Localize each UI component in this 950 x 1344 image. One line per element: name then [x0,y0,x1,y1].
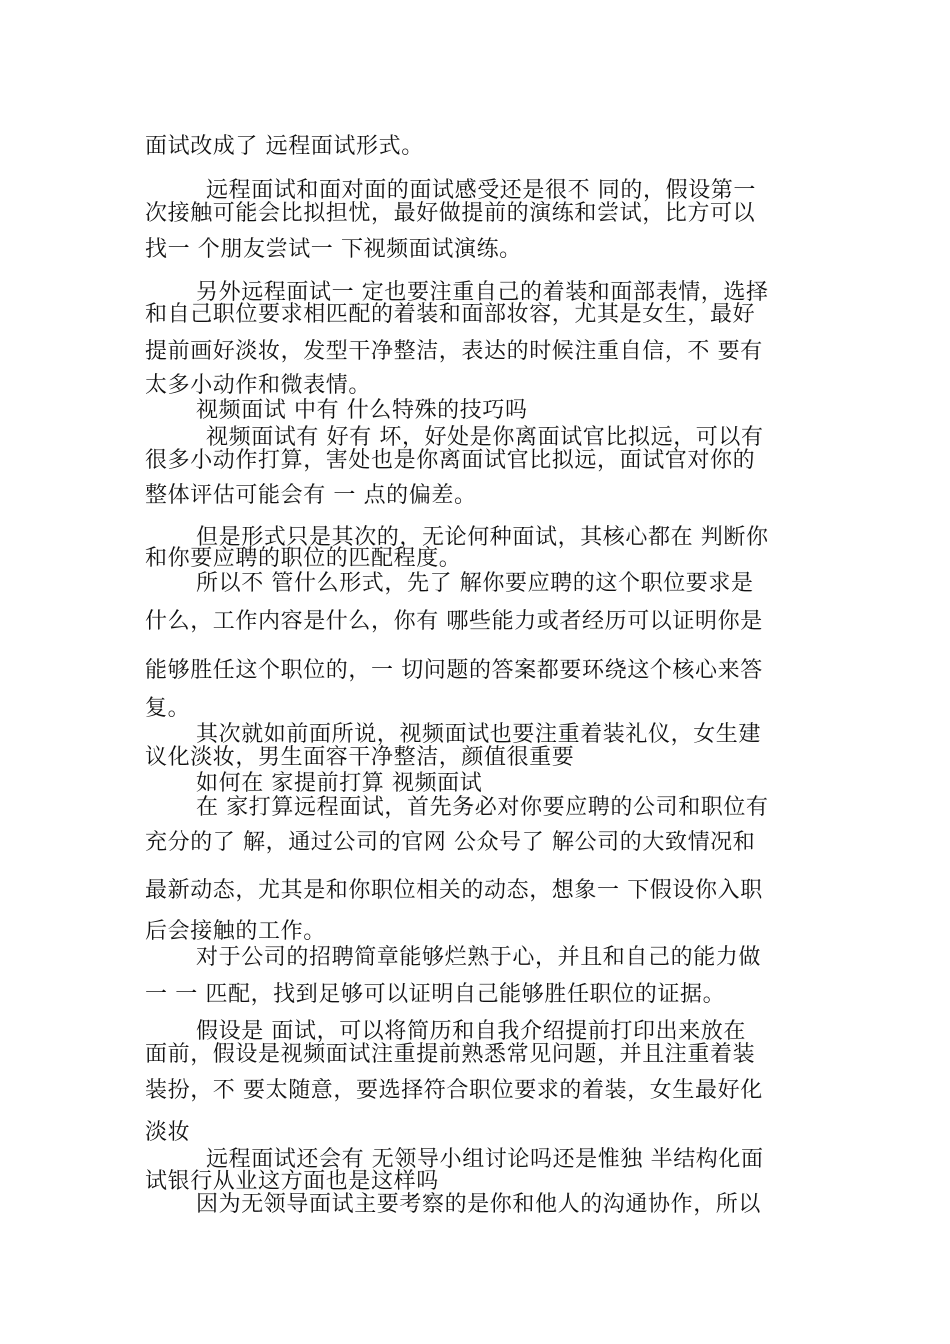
text-line: 次接触可能会比拟担忧，最好做提前的演练和尝试，比方可以 [145,201,756,226]
text-line: 找一 个朋友尝试一 下视频面试演练。 [145,237,522,262]
text-line: 面前，假设是视频面试注重提前熟悉常见问题，并且注重着装 [145,1042,756,1067]
text-line: 一 一 匹配，找到足够可以证明自己能够胜任职位的证据。 [145,982,726,1007]
text-line: 所以不 管什么形式，先了 解你要应聘的这个职位要求是 [196,571,754,596]
text-line: 充分的了 解，通过公司的官网 公众号了 解公司的大致情况和 [145,830,756,855]
text-line: 如何在 家提前打算 视频面试 [196,771,483,796]
text-line: 视频面试 中有 什么特殊的技巧吗 [196,398,528,423]
text-line: 最新动态，尤其是和你职位相关的动态，想象一 下假设你入职 [145,878,763,903]
text-line: 装扮，不 要太随意，要选择符合职位要求的着装，女生最好化 [145,1078,763,1103]
text-line: 后会接触的工作。 [145,919,326,944]
text-line: 什么，工作内容是什么，你有 哪些能力或者经历可以证明你是 [145,609,763,634]
text-line: 能够胜任这个职位的，一 切问题的答案都要环绕这个核心来答 [145,658,763,683]
text-line: 远程面试和面对面的面试感受还是很不 同的，假设第一 [206,178,756,203]
text-line: 因为无领导面试主要考察的是你和他人的沟通协作，所以 [196,1192,762,1217]
text-line: 试银行从业这方面也是这样吗 [145,1169,439,1194]
text-line: 在 家打算远程面试，首先务必对你要应聘的公司和职位有 [196,795,769,820]
text-line: 但是形式只是其次的，无论何种面试，其核心都在 判断你 [196,525,769,550]
text-line: 淡妆 [145,1120,191,1145]
text-line: 对于公司的招聘简章能够烂熟于心，并且和自己的能力做 [196,945,762,970]
text-line: 整体评估可能会有 一 点的偏差。 [145,483,477,508]
text-line: 提前画好淡妆，发型干净整洁，表达的时候注重自信，不 要有 [145,339,763,364]
text-line: 远程面试还会有 无领导小组讨论吗还是惟独 半结构化面 [206,1147,764,1172]
text-line: 复。 [145,696,191,721]
text-line: 其次就如前面所说，视频面试也要注重着装礼仪，女生建 [196,722,762,747]
text-line: 假设是 面试，可以将简历和自我介绍提前打印出来放在 [196,1019,746,1044]
text-line: 和自己职位要求相匹配的着装和面部妆容，尤其是女生，最好 [145,302,756,327]
text-line: 议化淡妆，男生面容干净整洁，颜值很重要 [145,745,575,770]
text-line: 面试改成了 远程面试形式。 [145,134,424,159]
text-line: 视频面试有 好有 坏，好处是你离面试官比拟远，可以有 [206,425,764,450]
text-line: 太多小动作和微表情。 [145,373,372,398]
text-line: 另外远程面试一 定也要注重自己的着装和面部表情，选择 [196,280,769,305]
text-line: 很多小动作打算，害处也是你离面试官比拟远，面试官对你的 [145,448,756,473]
text-line: 和你要应聘的职位的匹配程度。 [145,546,462,571]
